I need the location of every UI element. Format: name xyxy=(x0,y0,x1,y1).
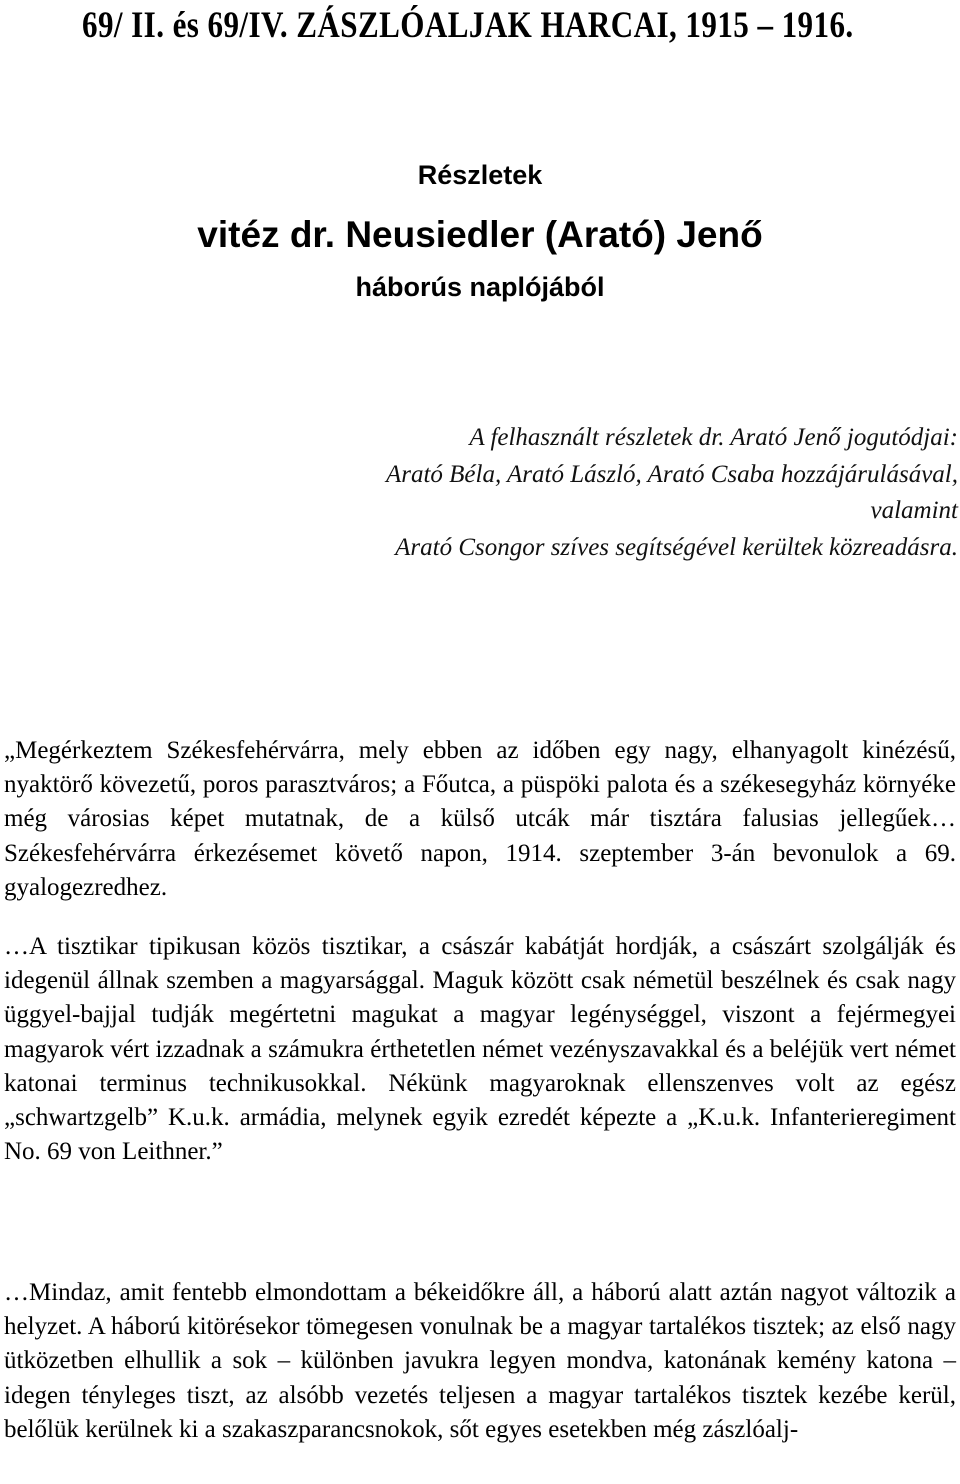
credits-line: A felhasznált részletek dr. Arató Jenő jogutódjai: xyxy=(469,424,958,451)
credits-line: Arató Csongor szíves segítségével kerültek közreadásra. xyxy=(395,533,958,561)
credits-line: Arató Béla, Arató László, Arató Csaba hozzájárulásával, xyxy=(385,460,958,488)
credits-block xyxy=(386,420,958,566)
body-paragraph: …Mindaz, amit fentebb elmondottam a békeidőkre áll, a háború alatt aztán nagyot változik a helyzet. A háború kitörésekor tömegesen vonulnak be a magyar tartalékos tisztek; az első nagy ütközetben elhullik a sok – különben javukra legyen mondva, katonának kemény katona – idegen tényleges tiszt, az alsóbb vezetés teljesen a magyar tartalékos tisztek kezébe kerül, belőlük kerülnek ki a szakaszparancsnokok, sőt egyes esetekben még zászlóalj- xyxy=(4,1279,956,1443)
body-paragraph: …A tisztikar tipikusan közös tisztikar, a császár kabátját hordják, a császárt szolgálják és idegenül állnak szemben a magyarsággal. Maguk között csak németül beszélnek és csak nagy üggyel-bajjal tudják megértetni magukat a magyar legénységgel, viszont a fejérmegyei magyarok vért izzadnak a számukra érthetetlen német vezényszavakkal és a beléjük vert német katonai terminus technikusokkal. Nékünk magyaroknak ellenszenves volt az egész „schwartzgelb” K.u.k. armádia, melynek egyik ezredét képezte a „K.u.k. Infanterieregiment No. 69 von Leithner.” xyxy=(4,933,956,1166)
subtitle-source: háborús naplójából xyxy=(355,272,605,302)
body-paragraph: „Megérkeztem Székesfehérvárra, mely ebben az időben egy nagy, elhanyagolt kinézésű, nyaktörő kövezetű, poros parasztváros; a Főutca, a püspöki palota és a székesegyház környéke még városias képet mutatnak, de a külső utcák már tisztára falusias jellegűek… Székesfehérvárra érkezésemet követő napon, 1914. szeptember 3-án bevonulok a 69. gyalogezredhez. xyxy=(4,737,956,901)
page-title: 69/ II. és 69/IV. ZÁSZLÓALJAK HARCAI, 1915 – 1916. xyxy=(82,5,854,46)
credits-line: valamint xyxy=(870,497,958,525)
subtitle-excerpts: Részletek xyxy=(417,160,543,190)
subtitle-author: vitéz dr. Neusiedler (Arató) Jenő xyxy=(197,214,763,255)
